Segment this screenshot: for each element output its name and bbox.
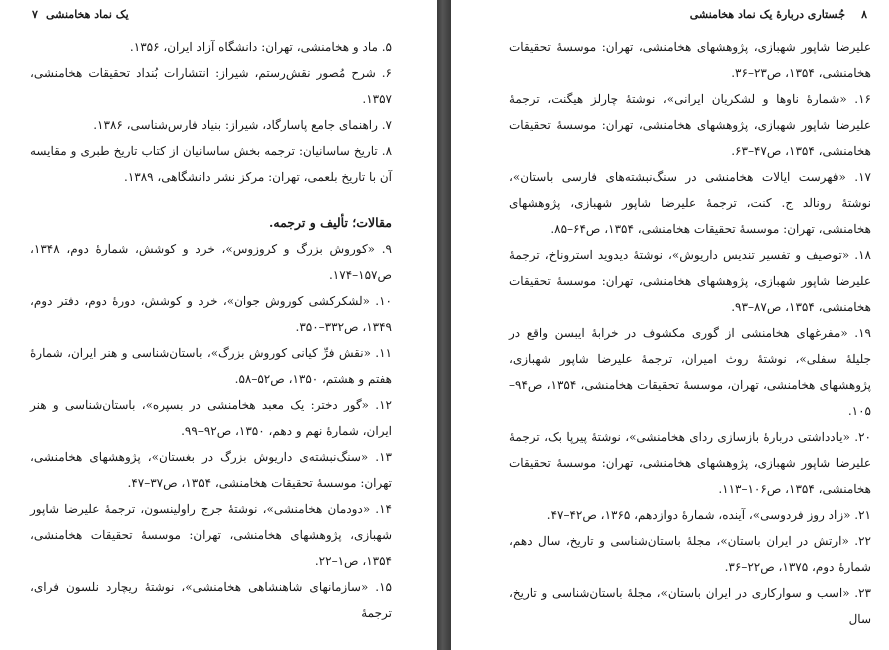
right-page bbox=[451, 0, 889, 650]
bibliography-entry: ۸. تاریخ ساسانیان: ترجمه بخش ساسانیان از کتاب تاریخ طبری و مقایسه آن با تاریخ بلعمی، تهران: مرکز نشر دانشگاهی، ۱۳۸۹. bbox=[30, 144, 393, 184]
bibliography-entry: ۲۲. «ارتش در ایران باستان»، مجلهٔ باستان‌شناسی و تاریخ، سال دهم، شمارهٔ دوم، ۱۳۷۵، ص۲۲–۳۶. bbox=[509, 534, 871, 574]
bibliography-entry: ۱۵. «سازمانهای شاهنشاهی هخامنشی»، نوشتهٔ ریچارد نلسون فرای، ترجمهٔ bbox=[30, 580, 392, 620]
left-page bbox=[0, 0, 437, 650]
bibliography-entry: ۱۸. «توصیف و تفسیر تندیس داریوش»، نوشتهٔ دیدوید استروناخ، ترجمهٔ علیرضا شاپور شهبازی، پژوهشهای هخامنشی، تهران: موسسهٔ تحقیقات هخامنشی، ۱۳۵۴، ص۸۷–۹۳. bbox=[509, 248, 871, 314]
bibliography-entry: ۹. «کوروش بزرگ و کروزوس»، خرد و کوشش، شمارهٔ دوم، ۱۳۴۸، ص۱۵۷–۱۷۴. bbox=[30, 242, 392, 282]
running-title: جُستاری دربارهٔ یک نماد هخامنشی bbox=[689, 8, 845, 21]
bibliography-entry: ۱۷. «فهرست ایالات هخامنشی در سنگ‌نبشته‌های فارسی باستان»، نوشتهٔ رونالد ج. کنت، ترجمهٔ علیرضا شاپور شهبازی، پژوهشهای هخامنشی، تهران: موسسهٔ تحقیقات هخامنشی، ۱۳۵۴، ص۶۴–۸۵. bbox=[509, 170, 871, 236]
right-page-content bbox=[509, 34, 871, 632]
bibliography-entry: ۱۱. «نقش فرِّ کیانی کوروش بزرگ»، باستان‌شناسی و هنر ایران، شمارهٔ هفتم و هشتم، ۱۳۵۰، ص۵۲–۵۸. bbox=[30, 346, 392, 386]
book-spine bbox=[437, 0, 451, 650]
bibliography-entry: علیرضا شاپور شهبازی، پژوهشهای هخامنشی، تهران: موسسهٔ تحقیقات هخامنشی، ۱۳۵۴، ص۲۳–۳۶. bbox=[509, 40, 871, 80]
page-number: ۸ bbox=[861, 8, 867, 21]
bibliography-entry: ۱۲. «گور دختر: یک معبد هخامنشی در بسپره»، باستان‌شناسی و هنر ایران، شمارهٔ نهم و دهم، ۱۳۵۰، ص۹۲–۹۹. bbox=[30, 398, 392, 438]
bibliography-entry: ۱۳. «سنگ‌نبشته‌ی داریوش بزرگ در بغستان»، پژوهشهای هخامنشی، تهران: موسسهٔ تحقیقات هخامنشی، ۱۳۵۴، ص۳۷–۴۷. bbox=[30, 450, 392, 490]
bibliography-entry: ۲۰. «یادداشتی دربارهٔ بازسازی ردای هخامنشی»، نوشتهٔ پیرپا بک، ترجمهٔ علیرضا شاپور شهبازی، پژوهشهای هخامنشی، تهران: موسسهٔ تحقیقات هخامنشی، ۱۳۵۴، ص۱۰۶–۱۱۳. bbox=[509, 430, 871, 496]
left-page-content bbox=[30, 34, 392, 626]
section-heading: مقالات؛ تألیف و ترجمه. bbox=[269, 215, 392, 230]
bibliography-entry: ۱۰. «لشکرکشی کوروش جوان»، خرد و کوشش، دورهٔ دوم، دفتر دوم، ۱۳۴۹، ص۳۳۲–۳۵۰. bbox=[30, 294, 392, 334]
bibliography-entry: ۵. ماد و هخامنشی، تهران: دانشگاه آزاد ایران، ۱۳۵۶. bbox=[129, 40, 392, 54]
bibliography-entry: ۶. شرح مُصور نقش‌رستم، شیراز: انتشارات بُنداد تحقیقات هخامنشی، ۱۳۵۷. bbox=[30, 66, 392, 106]
page-number: ۷ bbox=[32, 8, 38, 21]
bibliography-entry: ۱۶. «شمارهٔ ناوها و لشکریان ایرانی»، نوشتهٔ چارلز هیگنت، ترجمهٔ علیرضا شاپور شهبازی، پژوهشهای هخامنشی، تهران: موسسهٔ تحقیقات هخامنشی، ۱۳۵۴، ص۴۷–۶۳. bbox=[509, 92, 871, 158]
bibliography-entry: ۲۳. «اسب و سوارکاری در ایران باستان»، مجلهٔ باستان‌شناسی و تاریخ، سال bbox=[509, 586, 871, 626]
bibliography-entry: ۲۱. «زاد روز فردوسی»، آینده، شمارهٔ دوازدهم، ۱۳۶۵، ص۴۲–۴۷. bbox=[546, 508, 871, 522]
bibliography-entry: ۱۹. «مفرغهای هخامنشی از گوری مکشوف در خرابهٔ ایبسن واقع در جلیلهٔ سفلی»، نوشتهٔ روث امیران، ترجمهٔ علیرضا شاپور شهبازی، پژوهشهای هخامنشی، تهران، موسسهٔ تحقیقات هخامنشی، ۱۳۵۴، ص۹۴–۱۰۵. bbox=[509, 326, 872, 418]
bibliography-entry: ۷. راهنمای جامع پاسارگاد، شیراز: بنیاد فارس‌شناسی، ۱۳۸۶. bbox=[93, 118, 392, 132]
running-title: یک نماد هخامنشی bbox=[46, 8, 129, 21]
bibliography-entry: ۱۴. «دودمان هخامنشی»، نوشتهٔ جرج راولینسون، ترجمهٔ علیرضا شاپور شهبازی، پژوهشهای هخامنشی، تهران: موسسهٔ تحقیقات هخامنشی، ۱۳۵۴، ص۱–۲۲. bbox=[30, 502, 392, 568]
left-page-header bbox=[0, 8, 437, 24]
right-page-header bbox=[451, 8, 889, 24]
